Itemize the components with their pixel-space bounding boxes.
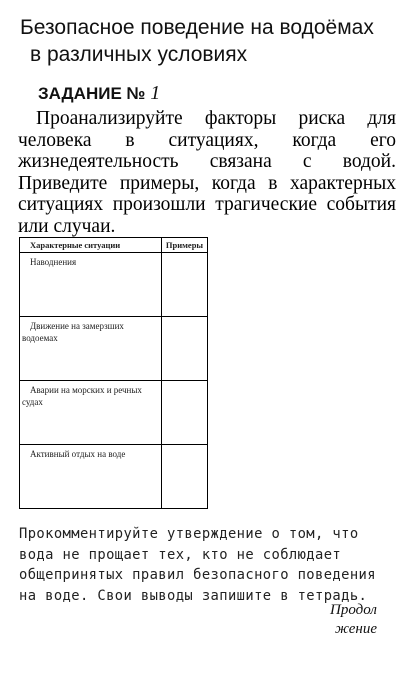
- table-row: [20, 381, 208, 445]
- situation-cell: Аварии на морских и речных судах: [20, 381, 162, 445]
- page-title: [20, 14, 410, 68]
- table-header-row: [20, 238, 208, 253]
- continuation-line-1: Продол: [330, 602, 377, 618]
- task-label: ЗАДАНИЕ №: [38, 84, 146, 103]
- header-examples: Примеры: [162, 238, 208, 253]
- situation-cell: Наводнения: [20, 253, 162, 317]
- title-line-2: в различных условиях: [30, 43, 248, 66]
- examples-cell[interactable]: [162, 445, 208, 509]
- continuation-note: [330, 601, 400, 639]
- examples-cell[interactable]: [162, 381, 208, 445]
- comment-task: Прокомментируйте утверждение о том, что вода не прощает тех, кто не соблюдает общепринятых правил безопасного поведения на воде. Свои выводы запишите в тетрадь.: [19, 526, 385, 604]
- table-row: [20, 445, 208, 509]
- situation-cell: Движение на замерзших водоемах: [20, 317, 162, 381]
- situations-table: [19, 237, 208, 509]
- examples-cell[interactable]: [162, 253, 208, 317]
- situation-cell: Активный отдых на воде: [20, 445, 162, 509]
- continuation-line-2: жение: [335, 621, 378, 637]
- title-line-1: Безопасное поведение на водоёмах: [20, 16, 374, 39]
- header-situations: Характерные ситуации: [20, 238, 162, 253]
- table-row: [20, 317, 208, 381]
- task-instruction: Проанализируйте факторы риска для человека в ситуациях, когда его жизнедеятельность связана с водой. Приведите примеры, когда в характерных ситуациях произошли трагические события или случаи.: [18, 108, 396, 237]
- task-heading: [38, 82, 160, 105]
- table-row: [20, 253, 208, 317]
- examples-cell[interactable]: [162, 317, 208, 381]
- task-number: 1: [150, 82, 161, 104]
